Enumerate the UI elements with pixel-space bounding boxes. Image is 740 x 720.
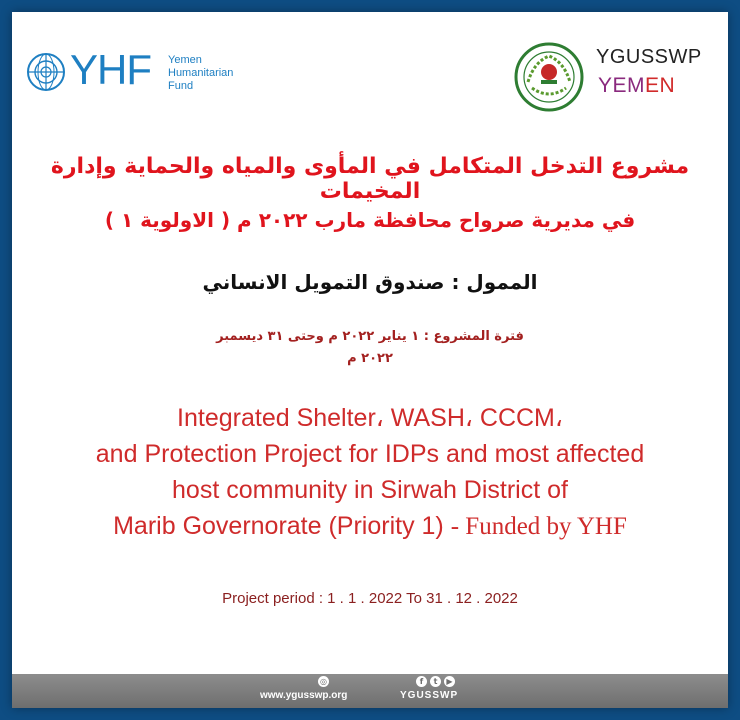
arabic-period-line: فترة المشروع : ١ يناير ٢٠٢٢ م وحتى ٣١ ديسمبر	[216, 329, 524, 344]
english-line-main: Marib Governorate (Priority 1)	[113, 512, 451, 540]
facebook-icon[interactable]: f	[416, 676, 427, 687]
english-line: Integrated Shelter، WASH، CCCM،	[177, 404, 563, 432]
project-period: Project period : 1 . 1 . 2022 To 31 . 12 . 2022	[222, 590, 518, 607]
org-logo	[512, 42, 712, 112]
social-handle[interactable]: YGUSSWP	[400, 690, 459, 701]
arabic-title: مشروع التدخل المتكامل في المأوى والمياه والحماية وإدارة المخيمات	[50, 154, 690, 204]
globe-icon[interactable]: ◎	[318, 676, 329, 687]
twitter-icon[interactable]: t	[430, 676, 441, 687]
org-logo-name: YGUSSWP	[596, 46, 702, 68]
website-link[interactable]: www.ygusswp.org	[260, 690, 348, 701]
yhf-logo-subtitle	[168, 54, 233, 93]
org-logo-country	[598, 74, 675, 98]
yhf-sub-line: Humanitarian	[168, 67, 234, 79]
english-line	[12, 508, 728, 545]
english-line: and Protection Project for IDPs and most affected	[95, 440, 645, 468]
yhf-sub-line: Yemen	[168, 54, 202, 66]
org-seal-icon	[514, 42, 584, 112]
youtube-icon[interactable]: ▶	[444, 676, 455, 687]
funder-name: صندوق التمويل الانساني	[202, 270, 445, 294]
arabic-period	[12, 326, 728, 370]
announcement-card	[12, 12, 728, 708]
un-globe-icon	[26, 52, 66, 92]
yhf-logo	[26, 46, 256, 98]
yhf-logo-letters: YHF	[70, 46, 151, 93]
arabic-period-line: ٢٠٢٢ م	[347, 351, 393, 366]
funder-label: الممول	[466, 270, 538, 294]
arabic-location: في مديرية صرواح محافظة مارب ٢٠٢٢ م ( الاولوية ١ )	[104, 208, 636, 232]
arabic-funder	[12, 270, 728, 294]
english-description	[12, 400, 728, 545]
footer-bar	[12, 674, 728, 708]
funder-separator: :	[444, 270, 467, 294]
english-funded-by: - Funded by YHF	[450, 513, 627, 540]
yhf-sub-line: Fund	[168, 80, 194, 92]
org-country-part: EN	[645, 74, 676, 97]
english-line: host community in Sirwah District of	[172, 476, 568, 504]
org-country-part: YEM	[598, 74, 646, 97]
header	[12, 12, 728, 122]
